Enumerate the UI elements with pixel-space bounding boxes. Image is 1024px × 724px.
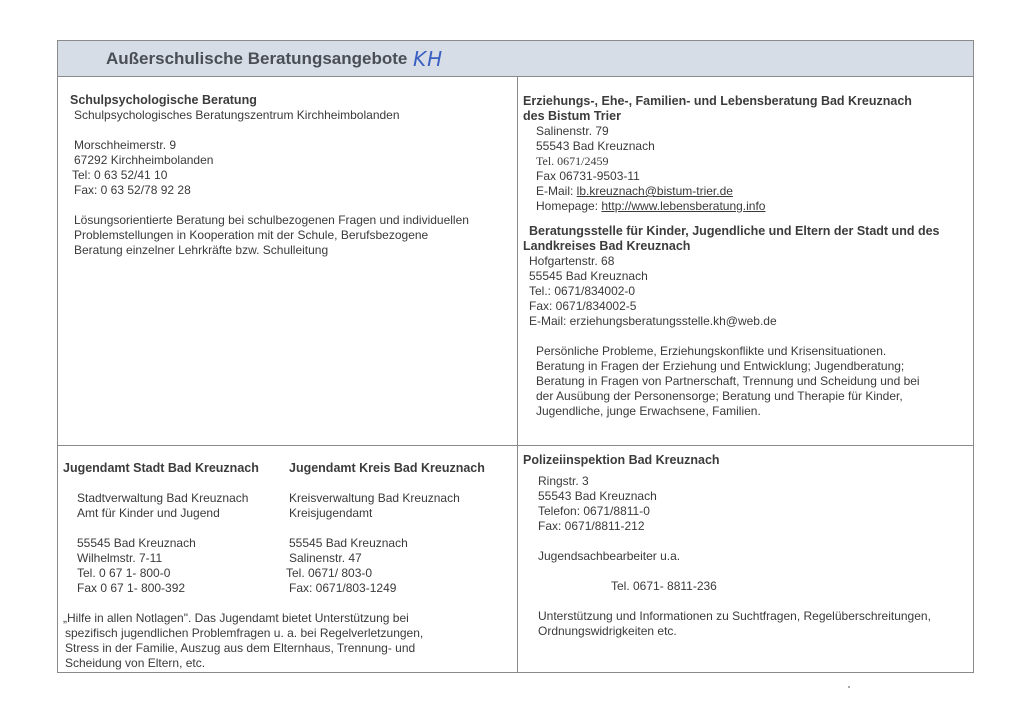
section-heading-cont: Landkreises Bad Kreuznach	[523, 239, 691, 253]
section-heading: Schulpsychologische Beratung	[70, 93, 257, 107]
contact-phone: Tel. 0671- 8811-236	[611, 579, 717, 593]
street: Salinenstr. 79	[536, 124, 609, 138]
description-line: Beratung in Fragen von Partnerschaft, Trennung und Scheidung und bei	[536, 374, 920, 388]
description-line: Jugendliche, junge Erwachsene, Familien.	[536, 404, 761, 418]
fax: Fax: 0 63 52/78 92 28	[74, 183, 191, 197]
jugendamt-kreis	[286, 461, 513, 596]
city: 55543 Bad Kreuznach	[538, 489, 657, 503]
phone: Tel. 0671/ 803-0	[286, 566, 373, 580]
street: Wilhelmstr. 7-11	[77, 551, 163, 565]
description-line: Beratung einzelner Lehrkräfte bzw. Schulleitung	[74, 243, 329, 257]
city: 55545 Bad Kreuznach	[289, 536, 408, 550]
org-name: Kreisverwaltung Bad Kreuznach	[289, 491, 460, 505]
phone: Tel. 0 67 1- 800-0	[77, 566, 171, 580]
section-heading: Jugendamt Stadt Bad Kreuznach	[63, 461, 259, 475]
scan-speck	[848, 686, 850, 688]
email-link[interactable]: lb.kreuznach@bistum-trier.de	[576, 184, 733, 198]
description-line: Ordnungswidrigkeiten etc.	[538, 624, 677, 638]
description-line: „Hilfe in allen Notlagen". Das Jugendamt bietet Unterstützung bei	[63, 611, 409, 625]
city: 67292 Kirchheimbolanden	[74, 153, 214, 167]
homepage-label: Homepage:	[536, 199, 602, 213]
jugendamt-columns	[63, 461, 513, 596]
description-line: spezifisch jugendlichen Problemfragen u. a. bei Regelverletzungen,	[65, 626, 424, 640]
fax: Fax: 0671/834002-5	[529, 299, 637, 313]
description-line: Problemstellungen in Kooperation mit der Schule, Berufsbezogene	[74, 228, 429, 242]
street: Salinenstr. 47	[289, 551, 362, 565]
department: Kreisjugendamt	[289, 506, 373, 520]
description-line: Beratung in Fragen der Erziehung und Entwicklung; Jugendberatung;	[536, 359, 905, 373]
phone: Tel.: 0671/834002-0	[529, 284, 636, 298]
description-line: Persönliche Probleme, Erziehungskonflikte und Krisensituationen.	[536, 344, 887, 358]
street: Morschheimerstr. 9	[74, 138, 177, 152]
section-lebensberatung	[523, 94, 968, 419]
fax: Fax 0 67 1- 800-392	[77, 581, 186, 595]
phone: Tel. 0671/2459	[536, 154, 609, 168]
column-divider	[517, 77, 518, 673]
description-line: Stress in der Familie, Auszug aus dem Elternhaus, Trennung- und	[65, 641, 416, 655]
section-jugendamt	[63, 461, 513, 671]
fax: Fax 06731-9503-11	[536, 169, 640, 183]
section-beratungsstelle	[523, 224, 968, 419]
city: 55543 Bad Kreuznach	[536, 139, 655, 153]
section-heading: Polizeiinspektion Bad Kreuznach	[523, 453, 720, 467]
email-label: E-Mail:	[536, 184, 577, 198]
section-heading: Jugendamt Kreis Bad Kreuznach	[289, 461, 485, 475]
org-name: Stadtverwaltung Bad Kreuznach	[77, 491, 249, 505]
section-heading: Erziehungs-, Ehe-, Familien- und Lebensberatung Bad Kreuznach	[523, 94, 912, 108]
phone: Tel: 0 63 52/41 10	[72, 168, 168, 182]
section-heading: Beratungsstelle für Kinder, Jugendliche und Eltern der Stadt und des	[529, 224, 940, 238]
row-divider	[58, 445, 973, 446]
fax: Fax: 0671/803-1249	[289, 581, 397, 595]
street: Ringstr. 3	[538, 474, 589, 488]
contact-person: Jugendsachbearbeiter u.a.	[538, 549, 681, 563]
email: E-Mail: erziehungsberatungsstelle.kh@web.de	[529, 314, 777, 328]
homepage-link[interactable]: http://www.lebensberatung.info	[601, 199, 766, 213]
section-polizeiinspektion	[523, 453, 968, 639]
handwritten-note: KH	[413, 47, 444, 71]
description-line: Unterstützung und Informationen zu Suchtfragen, Regelüberschreitungen,	[538, 609, 931, 623]
section-schulpsychologische-beratung	[70, 93, 515, 258]
fax: Fax: 0671/8811-212	[538, 519, 645, 533]
jugendamt-stadt	[63, 461, 289, 596]
description-line: der Ausübung der Personensorge; Beratung und Therapie für Kinder,	[536, 389, 903, 403]
homepage-row	[523, 199, 968, 214]
phone: Telefon: 0671/8811-0	[538, 504, 650, 518]
email-row	[523, 184, 968, 199]
department: Amt für Kinder und Jugend	[77, 506, 220, 520]
document-sheet	[57, 40, 974, 673]
document-title: Außerschulische Beratungsangebote	[106, 49, 408, 68]
city: 55545 Bad Kreuznach	[529, 269, 648, 283]
org-name: Schulpsychologisches Beratungszentrum Kirchheimbolanden	[74, 108, 400, 122]
city: 55545 Bad Kreuznach	[77, 536, 196, 550]
description-line: Scheidung von Eltern, etc.	[65, 656, 206, 670]
section-heading-cont: des Bistum Trier	[523, 109, 621, 123]
street: Hofgartenstr. 68	[529, 254, 615, 268]
description-line: Lösungsorientierte Beratung bei schulbezogenen Fragen und individuellen	[74, 213, 469, 227]
document-header	[58, 41, 973, 77]
